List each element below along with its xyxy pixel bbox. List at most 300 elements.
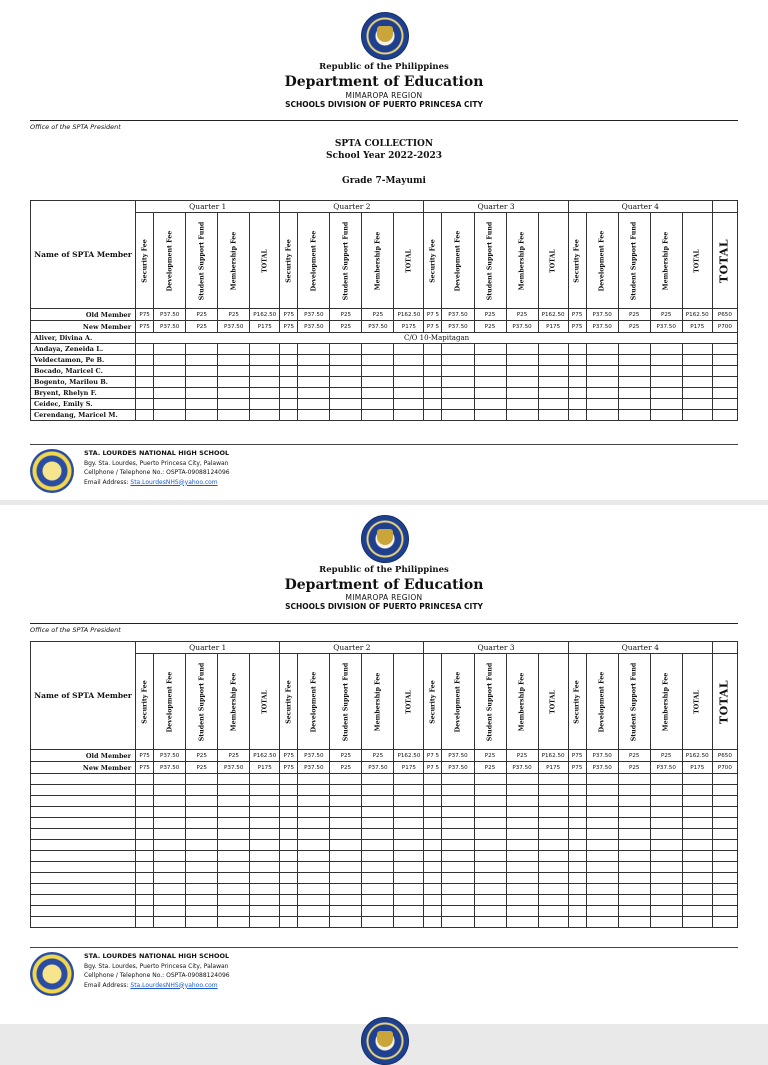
member-cell	[442, 785, 474, 796]
member-cell	[218, 840, 250, 851]
member-cell	[712, 873, 737, 884]
member-cell	[280, 377, 298, 388]
fee-value: P25	[618, 762, 650, 774]
member-cell	[154, 873, 186, 884]
member-cell	[506, 366, 538, 377]
member-cell	[712, 862, 737, 873]
member-cell	[298, 355, 330, 366]
member-cell	[538, 774, 568, 785]
member-cell	[280, 388, 298, 399]
fee-column-label: Security Fee	[573, 238, 581, 283]
member-cell	[682, 840, 712, 851]
member-cell	[506, 906, 538, 917]
member-name	[31, 917, 136, 928]
footer-rule	[30, 947, 738, 948]
fee-column-label: TOTAL	[261, 689, 269, 714]
member-cell	[394, 785, 424, 796]
member-cell	[568, 796, 586, 807]
member-cell	[330, 862, 362, 873]
fee-column-header	[186, 654, 218, 750]
member-name	[31, 895, 136, 906]
footer-phone: Cellphone / Telephone No.: OSPTA-09088124096	[84, 972, 230, 979]
member-cell	[250, 796, 280, 807]
member-cell	[330, 917, 362, 928]
grand-total-header	[712, 213, 737, 309]
fee-value: P37.50	[298, 309, 330, 321]
fee-column-header	[538, 654, 568, 750]
member-cell	[330, 818, 362, 829]
fee-value: P25	[506, 309, 538, 321]
office-label: Office of the SPTA President	[30, 626, 121, 634]
member-cell	[250, 410, 280, 421]
member-cell	[186, 807, 218, 818]
member-cell	[442, 873, 474, 884]
fee-value: P75	[568, 750, 586, 762]
fee-column-label: Student Support Fund	[198, 662, 206, 741]
member-cell	[618, 399, 650, 410]
school-logo-icon	[30, 952, 74, 996]
member-cell	[298, 774, 330, 785]
member-cell	[298, 884, 330, 895]
fee-column-label: Development Fee	[310, 230, 318, 291]
quarter-header: Quarter 2	[280, 201, 424, 213]
fee-column-header	[394, 213, 424, 309]
member-cell	[330, 388, 362, 399]
member-cell	[424, 906, 442, 917]
member-name	[31, 807, 136, 818]
footer-email-label: Email Address:	[84, 981, 131, 989]
member-cell	[442, 807, 474, 818]
fee-value: P37.50	[442, 321, 474, 333]
member-cell	[298, 388, 330, 399]
member-cell	[154, 388, 186, 399]
fee-value: P25	[362, 750, 394, 762]
quarter-header: Quarter 2	[280, 642, 424, 654]
member-cell	[218, 807, 250, 818]
member-cell	[506, 840, 538, 851]
member-cell	[442, 851, 474, 862]
fee-column-label: Membership Fee	[374, 672, 382, 731]
member-cell	[250, 884, 280, 895]
member-cell	[618, 796, 650, 807]
member-cell	[394, 410, 424, 421]
member-cell	[154, 355, 186, 366]
fee-column-header	[442, 213, 474, 309]
member-cell	[362, 344, 394, 355]
member-cell	[538, 884, 568, 895]
fee-value: P175	[538, 762, 568, 774]
fee-value: P25	[474, 309, 506, 321]
member-cell	[330, 355, 362, 366]
fee-column-header	[298, 213, 330, 309]
member-cell	[712, 840, 737, 851]
member-cell	[298, 906, 330, 917]
member-cell	[362, 377, 394, 388]
fee-value: P75	[280, 762, 298, 774]
fee-value: P75	[280, 309, 298, 321]
member-cell	[442, 906, 474, 917]
member-cell	[442, 774, 474, 785]
member-cell	[424, 884, 442, 895]
member-cell	[186, 796, 218, 807]
fee-value: P175	[682, 321, 712, 333]
member-cell	[394, 774, 424, 785]
member-cell	[298, 807, 330, 818]
fee-value: P25	[218, 750, 250, 762]
member-cell	[186, 388, 218, 399]
member-cell	[280, 796, 298, 807]
member-cell	[712, 785, 737, 796]
fee-value: P25	[186, 321, 218, 333]
fee-value: P37.50	[650, 321, 682, 333]
fee-column-label: Membership Fee	[662, 672, 670, 731]
member-cell	[650, 851, 682, 862]
member-cell	[586, 851, 618, 862]
fee-column-label: Student Support Fund	[630, 221, 638, 300]
member-cell	[442, 388, 474, 399]
member-cell	[154, 917, 186, 928]
member-cell	[586, 796, 618, 807]
member-cell	[154, 840, 186, 851]
member-cell	[568, 785, 586, 796]
member-cell	[538, 410, 568, 421]
fee-column-header	[568, 654, 586, 750]
member-cell	[250, 344, 280, 355]
member-cell	[136, 818, 154, 829]
fee-value: P37.50	[586, 750, 618, 762]
member-cell	[618, 366, 650, 377]
member-cell	[424, 818, 442, 829]
member-cell	[538, 818, 568, 829]
region-text: MIMAROPA REGION	[345, 593, 423, 602]
member-cell	[280, 829, 298, 840]
fee-value: P162.50	[682, 309, 712, 321]
fee-column-label: Student Support Fund	[486, 221, 494, 300]
member-cell	[280, 774, 298, 785]
member-cell	[362, 840, 394, 851]
member-cell	[394, 873, 424, 884]
member-cell	[586, 377, 618, 388]
member-cell	[538, 895, 568, 906]
fee-value: P75	[136, 762, 154, 774]
member-cell	[586, 399, 618, 410]
member-cell	[424, 807, 442, 818]
member-cell	[442, 895, 474, 906]
member-cell	[424, 785, 442, 796]
member-cell	[362, 410, 394, 421]
fee-value: P37.50	[586, 762, 618, 774]
member-cell	[442, 917, 474, 928]
member-cell	[474, 851, 506, 862]
member-cell	[682, 895, 712, 906]
member-cell	[506, 851, 538, 862]
member-cell	[442, 355, 474, 366]
grade-section: Grade 7-Mayumi	[342, 176, 426, 186]
member-cell	[586, 829, 618, 840]
fee-column-label: Security Fee	[573, 679, 581, 724]
member-cell	[186, 774, 218, 785]
member-cell	[586, 785, 618, 796]
member-cell	[538, 377, 568, 388]
fee-value: P175	[394, 762, 424, 774]
fee-column-label: TOTAL	[693, 248, 701, 273]
member-cell	[154, 399, 186, 410]
member-cell	[218, 344, 250, 355]
fee-column-header	[538, 213, 568, 309]
fee-value: P25	[186, 309, 218, 321]
member-cell	[650, 366, 682, 377]
member-cell	[394, 399, 424, 410]
member-cell	[136, 366, 154, 377]
member-cell	[186, 917, 218, 928]
fee-value: P37.50	[506, 762, 538, 774]
fee-value: P7 5	[424, 309, 442, 321]
member-cell	[682, 917, 712, 928]
fee-value: P7 5	[424, 321, 442, 333]
member-cell	[250, 399, 280, 410]
school-year: School Year 2022-2023	[326, 151, 442, 161]
member-cell	[506, 377, 538, 388]
member-cell	[474, 366, 506, 377]
member-cell	[650, 355, 682, 366]
fee-column-header	[618, 213, 650, 309]
fee-value: P162.50	[682, 750, 712, 762]
member-name	[31, 796, 136, 807]
fee-value: P75	[568, 321, 586, 333]
fee-value: P175	[250, 321, 280, 333]
division-text: SCHOOLS DIVISION OF PUERTO PRINCESA CITY	[285, 602, 483, 611]
member-name: Cerendang, Maricel M.	[31, 410, 136, 421]
member-cell	[186, 840, 218, 851]
member-cell	[568, 829, 586, 840]
member-cell	[650, 862, 682, 873]
member-cell	[218, 906, 250, 917]
fee-value: P162.50	[538, 750, 568, 762]
member-cell	[362, 818, 394, 829]
member-cell	[280, 895, 298, 906]
fee-value: P75	[136, 321, 154, 333]
deped-seal-icon	[361, 12, 409, 60]
fee-column-label: Membership Fee	[662, 231, 670, 290]
quarter-header: Quarter 4	[568, 201, 712, 213]
deped-seal-icon	[361, 515, 409, 563]
region-text: MIMAROPA REGION	[345, 91, 423, 100]
member-cell	[618, 410, 650, 421]
member-cell	[712, 917, 737, 928]
member-cell	[712, 807, 737, 818]
member-cell	[424, 399, 442, 410]
member-cell	[218, 366, 250, 377]
member-cell	[250, 355, 280, 366]
member-cell	[424, 796, 442, 807]
fee-column-header	[650, 213, 682, 309]
member-cell	[682, 355, 712, 366]
fee-value: P37.50	[586, 321, 618, 333]
member-cell	[362, 355, 394, 366]
member-name: Andaya, Zeneida L.	[31, 344, 136, 355]
fee-value: P25	[186, 762, 218, 774]
member-cell	[712, 796, 737, 807]
fee-value: P37.50	[298, 750, 330, 762]
member-cell	[506, 355, 538, 366]
member-cell	[618, 377, 650, 388]
member-cell	[218, 774, 250, 785]
member-cell	[250, 862, 280, 873]
member-cell	[330, 840, 362, 851]
fee-value: P37.50	[506, 321, 538, 333]
member-cell	[280, 366, 298, 377]
quarter-header: Quarter 1	[136, 201, 280, 213]
fee-column-label: Security Fee	[141, 679, 149, 724]
division-text: SCHOOLS DIVISION OF PUERTO PRINCESA CITY	[285, 100, 483, 109]
member-cell	[586, 873, 618, 884]
member-cell	[618, 818, 650, 829]
member-cell	[298, 851, 330, 862]
member-cell	[218, 818, 250, 829]
member-cell	[474, 344, 506, 355]
fee-column-label: Membership Fee	[518, 672, 526, 731]
quarter-header: Quarter 1	[136, 642, 280, 654]
member-cell	[682, 851, 712, 862]
member-cell	[298, 796, 330, 807]
member-cell	[280, 807, 298, 818]
member-cell	[442, 829, 474, 840]
member-cell	[330, 851, 362, 862]
member-cell	[712, 818, 737, 829]
member-cell	[186, 829, 218, 840]
footer-school-name: STA. LOURDES NATIONAL HIGH SCHOOL	[84, 952, 230, 960]
member-cell	[618, 851, 650, 862]
member-cell	[568, 917, 586, 928]
footer-email-link[interactable]: Sta.LourdesNHS@yahoo.com	[130, 981, 218, 989]
member-cell	[362, 906, 394, 917]
member-cell	[362, 829, 394, 840]
member-cell	[394, 818, 424, 829]
quarter-header: Quarter 3	[424, 201, 568, 213]
member-cell	[298, 818, 330, 829]
member-cell	[154, 818, 186, 829]
member-cell	[568, 377, 586, 388]
member-cell	[362, 399, 394, 410]
spta-collection-table	[30, 200, 738, 421]
member-cell	[506, 774, 538, 785]
member-cell	[136, 873, 154, 884]
member-cell	[506, 829, 538, 840]
fee-value: P37.50	[154, 309, 186, 321]
member-name	[31, 785, 136, 796]
member-cell	[136, 895, 154, 906]
member-name: Aliver, Divina A.	[31, 333, 136, 344]
member-cell	[618, 906, 650, 917]
member-cell	[568, 807, 586, 818]
member-cell	[250, 895, 280, 906]
fee-column-header	[186, 213, 218, 309]
member-cell	[538, 840, 568, 851]
member-name	[31, 840, 136, 851]
member-cell	[568, 840, 586, 851]
member-cell	[474, 355, 506, 366]
fee-column-header	[362, 213, 394, 309]
member-cell	[650, 917, 682, 928]
fee-value: P25	[618, 321, 650, 333]
member-name: Ceidec, Emily S.	[31, 399, 136, 410]
member-cell	[218, 895, 250, 906]
fee-column-header	[218, 213, 250, 309]
member-cell	[298, 377, 330, 388]
member-cell	[474, 818, 506, 829]
member-cell	[682, 906, 712, 917]
member-cell	[394, 862, 424, 873]
member-name: Veldectamon, Pe B.	[31, 355, 136, 366]
member-cell	[218, 355, 250, 366]
member-cell	[506, 884, 538, 895]
member-cell	[682, 366, 712, 377]
member-cell	[424, 366, 442, 377]
member-cell	[424, 917, 442, 928]
fee-column-header	[280, 213, 298, 309]
member-cell	[682, 785, 712, 796]
member-cell	[298, 399, 330, 410]
fee-value: P37.50	[154, 750, 186, 762]
member-cell	[474, 873, 506, 884]
member-cell	[394, 851, 424, 862]
member-cell	[618, 895, 650, 906]
fee-value: P75	[568, 762, 586, 774]
member-cell	[218, 785, 250, 796]
fee-value: P175	[538, 321, 568, 333]
footer-email-link[interactable]: Sta.LourdesNHS@yahoo.com	[130, 478, 218, 486]
fee-value: P162.50	[394, 309, 424, 321]
member-cell	[424, 840, 442, 851]
member-cell	[618, 884, 650, 895]
fee-column-header	[442, 654, 474, 750]
member-cell	[712, 377, 737, 388]
member-cell	[618, 774, 650, 785]
member-cell	[280, 785, 298, 796]
fee-column-label: Security Fee	[429, 238, 437, 283]
member-cell	[186, 895, 218, 906]
fee-value: P37.50	[586, 309, 618, 321]
fee-value: P175	[250, 762, 280, 774]
fee-value: P75	[568, 309, 586, 321]
new-member-label: New Member	[31, 762, 136, 774]
member-cell	[568, 895, 586, 906]
member-name	[31, 818, 136, 829]
member-cell	[712, 851, 737, 862]
member-cell	[298, 344, 330, 355]
fee-column-label: Student Support Fund	[342, 662, 350, 741]
member-cell	[330, 410, 362, 421]
member-cell	[280, 355, 298, 366]
member-cell	[424, 410, 442, 421]
fee-value: P25	[474, 750, 506, 762]
grand-total-header-spacer	[712, 201, 737, 213]
member-name	[31, 873, 136, 884]
member-cell	[136, 355, 154, 366]
member-cell	[394, 884, 424, 895]
member-cell	[650, 377, 682, 388]
department-title: Department of Education	[284, 577, 484, 593]
member-name: Bryent, Rhelyn F.	[31, 388, 136, 399]
member-cell	[424, 344, 442, 355]
fee-value: P162.50	[250, 309, 280, 321]
fee-column-label: Membership Fee	[518, 231, 526, 290]
member-cell	[186, 344, 218, 355]
member-cell	[474, 906, 506, 917]
member-cell	[568, 388, 586, 399]
footer-address: Bgy. Sta. Lourdes, Puerto Princesa City, Palawan	[84, 962, 229, 970]
member-cell	[362, 862, 394, 873]
